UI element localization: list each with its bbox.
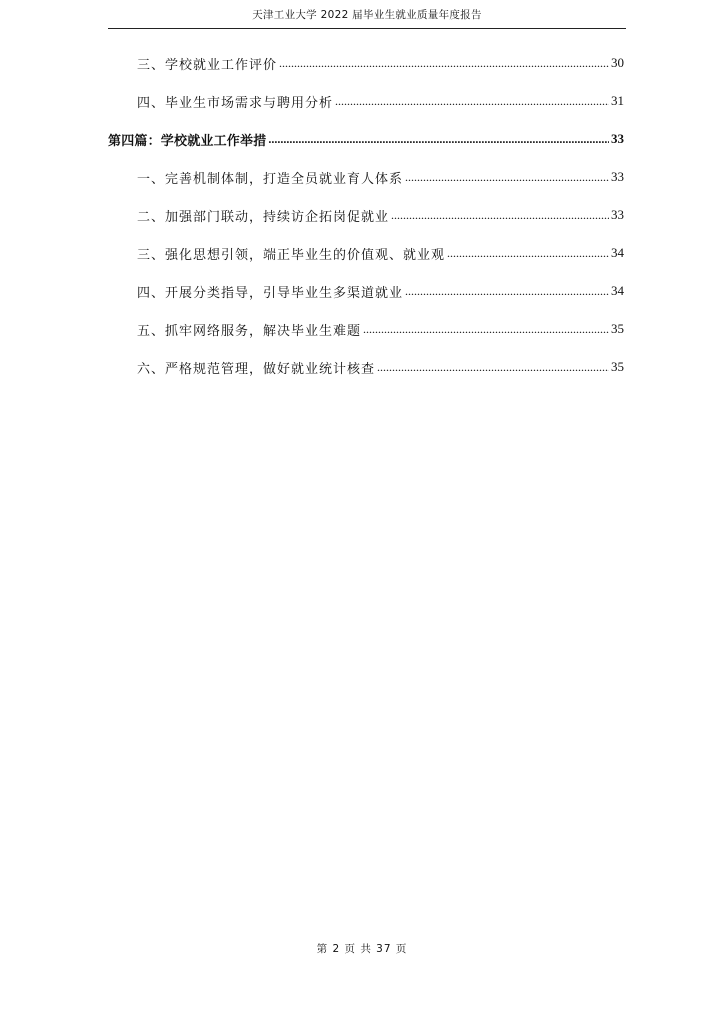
toc-leader-dots [405, 288, 609, 300]
toc-entry[interactable] [108, 158, 624, 196]
toc-entry-title: 三、强化思想引领，端正毕业生的价值观、就业观 [137, 247, 446, 263]
toc-entry-page: 33 [611, 169, 624, 184]
toc-entry-title: 四、毕业生市场需求与聘用分析 [137, 95, 334, 111]
toc-leader-dots [391, 212, 609, 224]
toc-entry-title: 二、加强部门联动，持续访企拓岗促就业 [137, 209, 390, 225]
header-divider [108, 28, 626, 29]
table-of-contents [108, 44, 624, 386]
toc-entry[interactable] [108, 82, 624, 120]
toc-leader-dots [279, 60, 609, 72]
toc-entry-title: 五、抓牢网络服务，解决毕业生难题 [137, 323, 362, 339]
toc-entry[interactable] [108, 310, 624, 348]
toc-entry-page: 30 [611, 55, 624, 70]
toc-entry[interactable] [108, 272, 624, 310]
toc-entry[interactable] [108, 196, 624, 234]
toc-entry-title: 四、开展分类指导，引导毕业生多渠道就业 [137, 285, 404, 301]
toc-entry[interactable] [108, 44, 624, 82]
toc-leader-dots [447, 250, 609, 262]
toc-entry-title: 六、严格规范管理，做好就业统计核查 [137, 361, 376, 377]
toc-entry-page: 35 [611, 359, 624, 374]
toc-entry-page: 34 [611, 245, 624, 260]
toc-entry-page: 35 [611, 321, 624, 336]
toc-entry-page: 31 [611, 93, 624, 108]
toc-entry-title: 三、学校就业工作评价 [137, 57, 278, 73]
toc-entry-page: 34 [611, 283, 624, 298]
toc-leader-dots [377, 364, 609, 376]
toc-leader-dots [268, 136, 609, 148]
toc-section-heading[interactable] [108, 120, 624, 158]
toc-entry[interactable] [108, 234, 624, 272]
toc-entry-page: 33 [611, 207, 624, 222]
toc-leader-dots [335, 98, 609, 110]
page-header: 天津工业大学 2022 届毕业生就业质量年度报告 [252, 9, 482, 21]
toc-entry-title: 第四篇：学校就业工作举措 [108, 133, 267, 149]
toc-leader-dots [405, 174, 609, 186]
toc-leader-dots [363, 326, 609, 338]
page-number: 第 2 页 共 37 页 [316, 943, 408, 955]
toc-entry-page: 33 [611, 131, 624, 146]
toc-entry[interactable] [108, 348, 624, 386]
toc-entry-title: 一、完善机制体制，打造全员就业育人体系 [137, 171, 404, 187]
